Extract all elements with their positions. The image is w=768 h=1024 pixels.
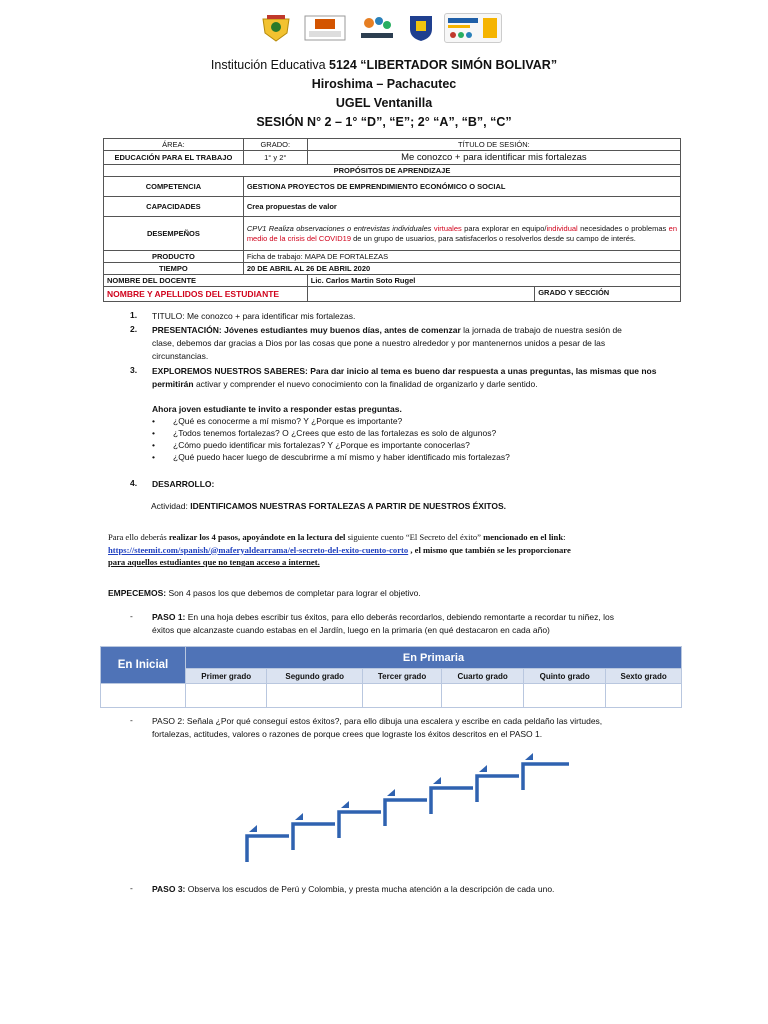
desempenos-text-4: de un grupo de usuarios, para satisfacerlos o resolverlos desde su campo de interés.: [351, 233, 636, 243]
item-desarrollo: DESARROLLO:: [152, 479, 215, 489]
para-bold-4: , el mismo que también se les proporcionare: [410, 544, 571, 555]
paso2-line-2: fortalezas, actitudes, valores o razones de porque crees que lograste los éxitos descritos en el PASO 1.: [152, 729, 543, 740]
school-crest-logo-icon: [258, 13, 294, 43]
propositos-heading: PROPÓSITOS DE APRENDIZAJE: [104, 165, 681, 177]
estudiante-label: NOMBRE Y APELLIDOS DEL ESTUDIANTE: [104, 287, 308, 302]
paso3-label: PASO 3:: [152, 884, 186, 894]
institution-name: 5124 “LIBERTADOR SIMÓN BOLIVAR”: [329, 58, 558, 72]
bullet-4: •: [152, 452, 155, 462]
grade-header-2: Segundo grado: [267, 669, 363, 684]
producto-label: PRODUCTO: [104, 251, 244, 263]
desempenos-red-3: en medio de la crisis del COVID19: [246, 223, 677, 243]
session-info-table: [103, 138, 681, 302]
docente-label: NOMBRE DEL DOCENTE: [104, 275, 308, 287]
presentacion-line-2: clase, debemos dar gracias a Dios por las cosas que pone a nuestro alrededor y por mantenernos unidos a pesar de las: [152, 338, 606, 349]
para-text-1: Para ello deberás: [108, 532, 169, 542]
desempenos-red-1: virtuales: [433, 223, 462, 233]
item-titulo: [152, 310, 682, 323]
primaria-header: En Primaria: [186, 647, 682, 669]
paso3-text: [152, 883, 682, 896]
list-number-4: 4.: [130, 478, 138, 488]
competencia-value: GESTIONA PROYECTOS DE EMPRENDIMIENTO ECONÓMICO O SOCIAL: [243, 177, 680, 197]
producto-value: Ficha de trabajo: MAPA DE FORTALEZAS: [243, 251, 680, 263]
desempenos-value: [243, 217, 680, 251]
presentacion-bold: PRESENTACIÓN: Jóvenes estudiantes muy buenos días, antes de comenzar: [152, 325, 461, 335]
desempenos-label: DESEMPEÑOS: [104, 217, 244, 251]
paso2-label: PASO 2:: [152, 716, 185, 726]
grado-seccion-label: GRADO Y SECCIÓN: [535, 287, 681, 302]
desempenos-text-2: para explorar en equipo/: [461, 223, 547, 233]
instructions-paragraph: [108, 531, 678, 569]
document-header: [0, 56, 768, 132]
titulo-value: Me conozco + para identificar mis fortalezas: [307, 151, 680, 165]
desempenos-text-3: necesidades o problemas: [577, 223, 669, 233]
desempenos-text-1: CPV1 Realiza observaciones o entrevistas individuales: [246, 223, 434, 233]
grado-label: GRADO:: [243, 139, 307, 151]
docente-value: Lic. Carlos Martin Soto Rugel: [307, 275, 680, 287]
bullet-2: •: [152, 428, 155, 438]
competencia-label: COMPETENCIA: [104, 177, 244, 197]
titulo-label: TÍTULO DE SESIÓN:: [307, 139, 680, 151]
grade-header-6: Sexto grado: [606, 669, 682, 684]
desempenos-red-2: individual: [546, 223, 578, 233]
area-value: EDUCACIÓN PARA EL TRABAJO: [104, 151, 244, 165]
cuento-link[interactable]: https://steemit.com/spanish/@maferyaldearrama/el-secreto-del-exito-cuento-corto: [108, 544, 409, 555]
grades-table: [100, 646, 682, 708]
para-text-3: siguiente cuento “El Secreto del éxito”: [345, 532, 484, 542]
grade-cell-3[interactable]: [363, 684, 442, 708]
para-colon: :: [563, 532, 566, 542]
grade-header-1: Primer grado: [186, 669, 267, 684]
actividad-prefix: Actividad:: [151, 501, 191, 511]
grade-cell-5[interactable]: [524, 684, 606, 708]
presentacion-line-3: circunstancias.: [152, 351, 209, 362]
capacidades-label: CAPACIDADES: [104, 197, 244, 217]
paso1-line-2: éxitos que alcanzaste cuando estabas en el Jardín, luego en la primaria (en qué destacaron en cada año): [152, 625, 550, 636]
paso2-dash: -: [130, 715, 133, 725]
exploremos-line-2-rest: activar y comprender el nuevo conocimiento con la finalidad de organizarlo y darle sentido.: [193, 379, 538, 390]
estudiante-value[interactable]: [307, 287, 534, 302]
actividad-line: [151, 500, 681, 513]
exploremos-line-2-bold: permitirán: [152, 379, 194, 390]
item-presentacion: [152, 324, 682, 364]
area-label: ÁREA:: [104, 139, 244, 151]
header-logos: [258, 10, 510, 46]
empecemos-rest: Son 4 pasos los que debemos de completar para lograr el objetivo.: [166, 588, 421, 598]
grade-header-3: Tercer grado: [363, 669, 442, 684]
empecemos-line: [108, 587, 638, 600]
ventanilla-logo-icon: [356, 13, 398, 43]
list-number-1: 1.: [130, 310, 138, 320]
para-bold-5: para aquellos estudiantes que no tengan acceso a internet.: [108, 557, 320, 567]
shield-logo-icon: [406, 13, 436, 43]
para-bold-3: mencionado en el link: [483, 532, 564, 542]
session-line: SESIÓN N° 2 – 1° “D”, “E”; 2° “A”, “B”, “C”: [256, 115, 512, 129]
inicial-header: En Inicial: [101, 647, 186, 684]
item-exploremos: [152, 365, 682, 391]
grade-header-5: Quinto grado: [524, 669, 606, 684]
grado-value: 1° y 2°: [243, 151, 307, 165]
location-line: Hiroshima – Pachacutec: [311, 77, 457, 91]
grade-cell-2[interactable]: [267, 684, 363, 708]
institution-prefix: Institución Educativa: [210, 58, 330, 72]
bullet-1: •: [152, 416, 155, 426]
paso1-dash: -: [130, 611, 133, 621]
list-number-2: 2.: [130, 324, 138, 334]
bullet-3: •: [152, 440, 155, 450]
item-titulo-text: TITULO: Me conozco + para identificar mis fortalezas.: [152, 311, 356, 321]
paso1-label: PASO 1:: [152, 612, 186, 622]
paso1-line-1: En una hoja debes escribir tus éxitos, para ello deberás recordarlos, debiendo remontarte a recordar tu niñez, los: [185, 612, 614, 622]
paso1-text: [152, 611, 682, 637]
question-3: ¿Cómo puedo identificar mis fortalezas? Y ¿Porque es importante conocerlas?: [173, 440, 470, 450]
tiempo-label: TIEMPO: [104, 263, 244, 275]
grade-cell-6[interactable]: [606, 684, 682, 708]
staircase-icon: [243, 752, 588, 864]
paso2-line-1: Señala ¿Por qué conseguí estos éxitos?, para ello dibuja una escalera y escribe en cada peldaño las virtudes,: [184, 716, 603, 726]
exploremos-bold: EXPLOREMOS NUESTROS SABERES: Para dar inicio al tema es bueno dar respuesta a unas preguntas, las mismas que nos: [152, 366, 657, 376]
dreo-logo-icon: [302, 13, 348, 43]
list-number-3: 3.: [130, 365, 138, 375]
capacidades-value: Crea propuestas de valor: [243, 197, 680, 217]
grade-header-4: Cuarto grado: [442, 669, 524, 684]
grade-cell-1[interactable]: [186, 684, 267, 708]
paso3-rest: Observa los escudos de Perú y Colombia, y presta mucha atención a la descripción de cada uno.: [185, 884, 555, 894]
invite-text: Ahora joven estudiante te invito a responder estas preguntas.: [152, 404, 402, 414]
presentacion-rest: la jornada de trabajo de nuestra sesión de: [460, 325, 622, 335]
question-2: ¿Todos tenemos fortalezas? O ¿Crees que esto de las fortalezas es solo de algunos?: [173, 428, 497, 438]
para-bold-2: apoyándote en la lectura del: [242, 532, 346, 542]
para-bold-1: realizar los 4 pasos,: [168, 532, 241, 542]
institution-line: [0, 56, 768, 75]
question-1: ¿Qué es conocerme a mí mismo? Y ¿Porque es importante?: [173, 416, 403, 426]
paso2-text: [152, 715, 682, 741]
empecemos-bold: EMPECEMOS:: [108, 588, 167, 598]
actividad-bold: IDENTIFICAMOS NUESTRAS FORTALEZAS A PARTIR DE NUESTROS ÉXITOS.: [190, 501, 506, 511]
paso3-dash: -: [130, 883, 133, 893]
ugel-line: UGEL Ventanilla: [335, 96, 433, 110]
tiempo-value: 20 DE ABRIL AL 26 DE ABRIL 2020: [243, 263, 680, 275]
aprendo-en-casa-logo-icon: [444, 13, 502, 43]
grade-cell-4[interactable]: [442, 684, 524, 708]
question-4: ¿Qué puedo hacer luego de descubrirme a mí mismo y haber identificado mis fortalezas?: [173, 452, 510, 462]
inicial-cell[interactable]: [101, 684, 186, 708]
